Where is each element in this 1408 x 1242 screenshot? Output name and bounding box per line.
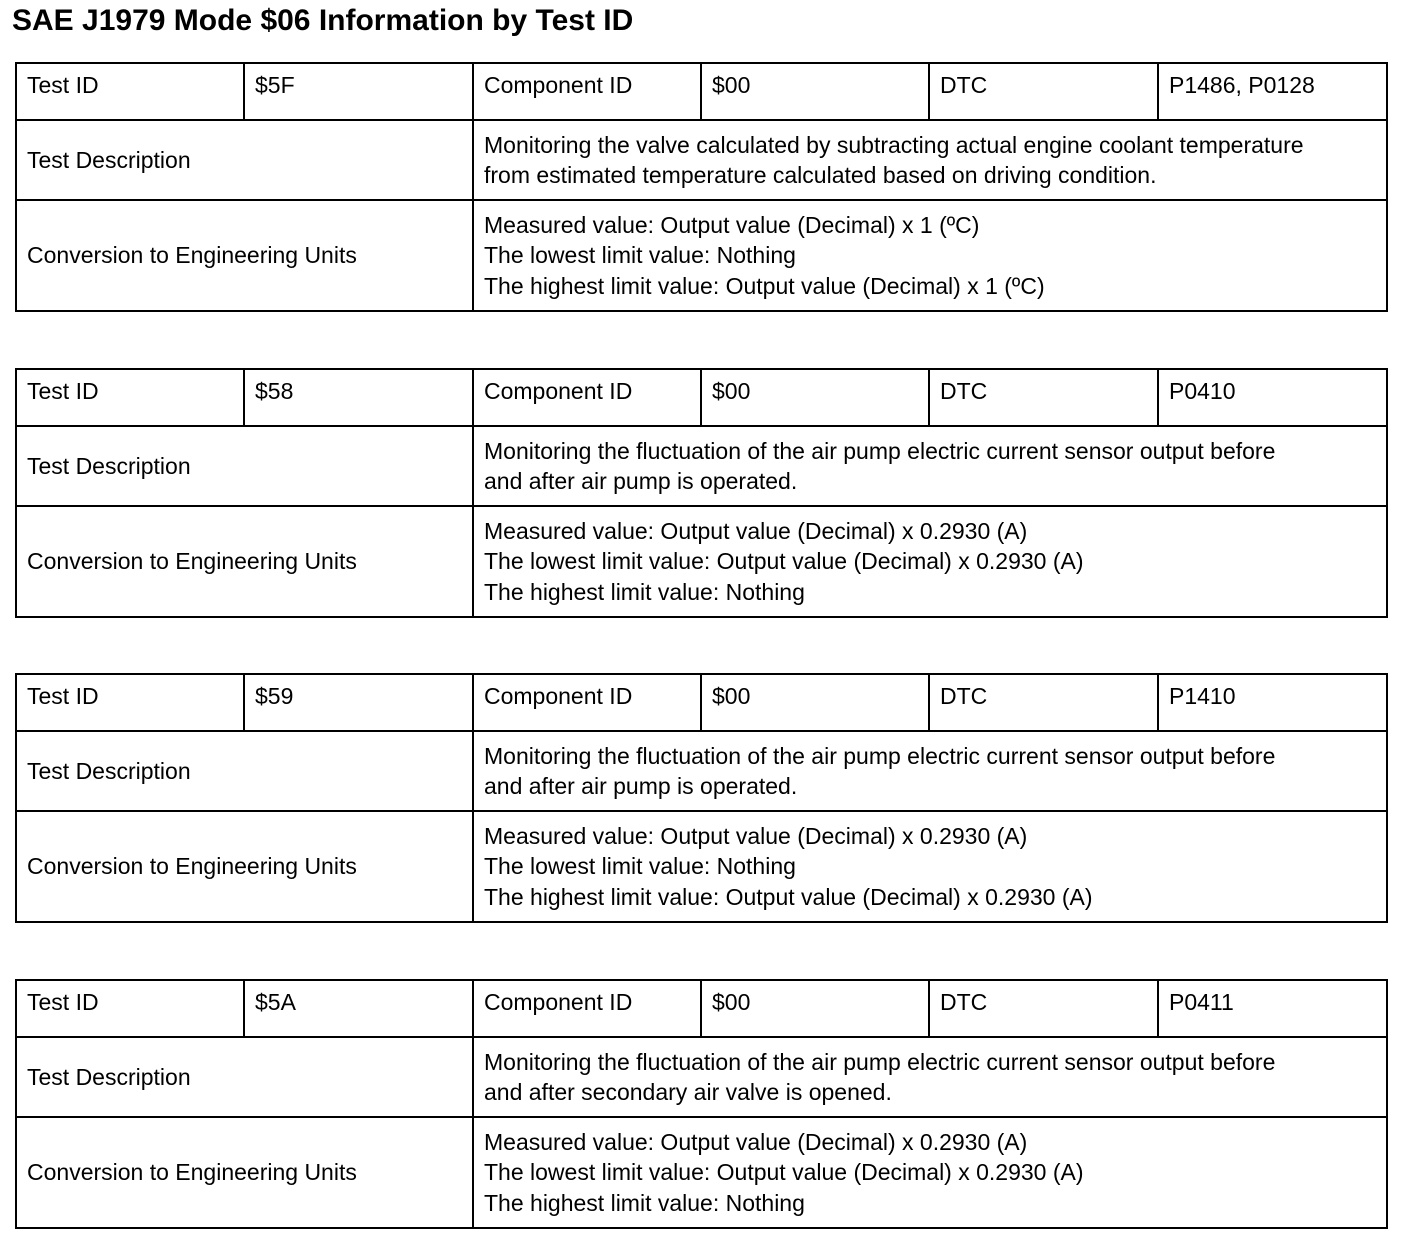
test-id-value: $5A [244, 980, 473, 1037]
test-table [15, 979, 1388, 1229]
measured-value-line: Measured value: Output value (Decimal) x 1 (ºC) [484, 211, 980, 238]
test-id-value: $5F [244, 63, 473, 120]
component-id-value: $00 [701, 674, 929, 731]
lowest-limit-line: The lowest limit value: Output value (Decimal) x 0.2930 (A) [484, 548, 1084, 575]
description-row [16, 1037, 1387, 1117]
description-line: and after air pump is operated. [484, 773, 798, 799]
conversion-label: Conversion to Engineering Units [16, 200, 473, 311]
conversion-value [473, 506, 1387, 617]
test-description-value [473, 731, 1387, 811]
test-description-label: Test Description [16, 1037, 473, 1117]
component-id-label: Component ID [473, 674, 701, 731]
conversion-value [473, 200, 1387, 311]
lowest-limit-line: The lowest limit value: Output value (Decimal) x 0.2930 (A) [484, 1159, 1084, 1186]
test-table [15, 62, 1388, 312]
conversion-row [16, 811, 1387, 922]
description-row [16, 426, 1387, 506]
dtc-label: DTC [929, 674, 1158, 731]
id-row [16, 63, 1387, 120]
conversion-value [473, 811, 1387, 922]
description-line: Monitoring the valve calculated by subtracting actual engine coolant temperature [484, 131, 1304, 158]
test-description-label: Test Description [16, 120, 473, 200]
conversion-row [16, 200, 1387, 311]
component-id-value: $00 [701, 980, 929, 1037]
conversion-label: Conversion to Engineering Units [16, 811, 473, 922]
component-id-label: Component ID [473, 63, 701, 120]
component-id-value: $00 [701, 369, 929, 426]
conversion-value [473, 1117, 1387, 1228]
dtc-label: DTC [929, 980, 1158, 1037]
dtc-label: DTC [929, 369, 1158, 426]
test-description-value [473, 120, 1387, 200]
id-row [16, 674, 1387, 731]
component-id-value: $00 [701, 63, 929, 120]
dtc-value: P1486, P0128 [1158, 63, 1387, 120]
test-table [15, 673, 1388, 923]
highest-limit-line: The highest limit value: Output value (Decimal) x 0.2930 (A) [484, 883, 1093, 910]
description-line: Monitoring the fluctuation of the air pump electric current sensor output before [484, 1048, 1276, 1075]
test-id-value: $59 [244, 674, 473, 731]
highest-limit-line: The highest limit value: Nothing [484, 1189, 805, 1216]
conversion-row [16, 506, 1387, 617]
page-title: SAE J1979 Mode $06 Information by Test ID [12, 4, 634, 37]
test-id-label: Test ID [16, 369, 244, 426]
conversion-label: Conversion to Engineering Units [16, 1117, 473, 1228]
lowest-limit-line: The lowest limit value: Nothing [484, 853, 796, 880]
id-row [16, 369, 1387, 426]
dtc-label: DTC [929, 63, 1158, 120]
description-line: and after air pump is operated. [484, 468, 798, 494]
measured-value-line: Measured value: Output value (Decimal) x 0.2930 (A) [484, 517, 1028, 544]
test-description-value [473, 426, 1387, 506]
component-id-label: Component ID [473, 980, 701, 1037]
description-line: from estimated temperature calculated based on driving condition. [484, 162, 1157, 188]
description-line: Monitoring the fluctuation of the air pump electric current sensor output before [484, 742, 1276, 769]
component-id-label: Component ID [473, 369, 701, 426]
test-id-value: $58 [244, 369, 473, 426]
lowest-limit-line: The lowest limit value: Nothing [484, 242, 796, 269]
highest-limit-line: The highest limit value: Nothing [484, 578, 805, 605]
test-table [15, 368, 1388, 618]
test-id-label: Test ID [16, 63, 244, 120]
description-row [16, 731, 1387, 811]
description-line: Monitoring the fluctuation of the air pump electric current sensor output before [484, 437, 1276, 464]
id-row [16, 980, 1387, 1037]
description-line: and after secondary air valve is opened. [484, 1079, 892, 1105]
test-description-label: Test Description [16, 426, 473, 506]
conversion-row [16, 1117, 1387, 1228]
test-id-label: Test ID [16, 980, 244, 1037]
test-description-value [473, 1037, 1387, 1117]
conversion-label: Conversion to Engineering Units [16, 506, 473, 617]
measured-value-line: Measured value: Output value (Decimal) x 0.2930 (A) [484, 822, 1028, 849]
test-id-label: Test ID [16, 674, 244, 731]
description-row [16, 120, 1387, 200]
dtc-value: P1410 [1158, 674, 1387, 731]
dtc-value: P0410 [1158, 369, 1387, 426]
measured-value-line: Measured value: Output value (Decimal) x 0.2930 (A) [484, 1128, 1028, 1155]
test-description-label: Test Description [16, 731, 473, 811]
dtc-value: P0411 [1158, 980, 1387, 1037]
highest-limit-line: The highest limit value: Output value (Decimal) x 1 (ºC) [484, 272, 1045, 299]
